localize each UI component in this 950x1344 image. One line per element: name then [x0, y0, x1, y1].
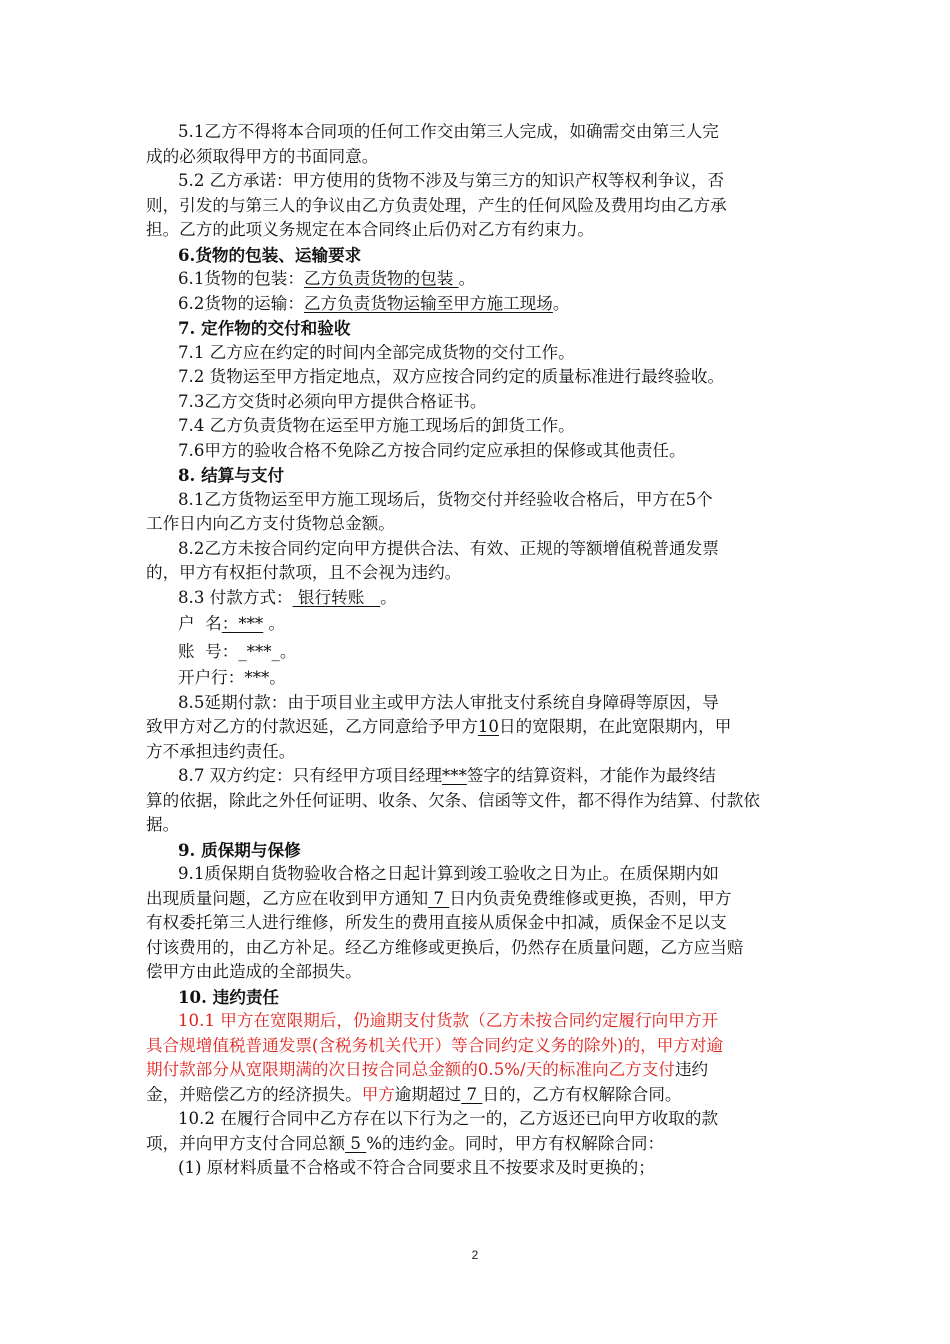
bank-name: 开户行：***。	[178, 668, 286, 687]
contract-body	[146, 120, 814, 1181]
transport-value: 乙方负责货物运输至甲方施工现场	[303, 293, 553, 313]
clause-7-2: 7.2 货物运至甲方指定地点，双方应按合同约定的质量标准进行最终验收。	[178, 367, 725, 386]
clause-5-2-line-3: 担。乙方的此项义务规定在本合同终止后仍对乙方有约束力。	[146, 220, 595, 239]
clause-8-3: 8.3 付款方式： 银行转账 。	[178, 587, 397, 607]
grace-days-value: 10	[477, 717, 499, 736]
project-manager-value: ***	[441, 766, 467, 785]
page-number: 2	[471, 1248, 479, 1262]
clause-8-5-line-1: 8.5延期付款：由于项目业主或甲方法人审批支付系统自身障碍等原因，导	[178, 692, 719, 712]
clause-9-1-line-1: 9.1质保期自货物验收合格之日起计算到竣工验收之日为止。在质保期内如	[178, 864, 719, 883]
section-7-heading: 7. 定作物的交付和验收	[178, 318, 351, 338]
section-10-heading: 10. 违约责任	[178, 986, 280, 1007]
clause-7-6: 7.6甲方的验收合格不免除乙方按合同约定应承担的保修或其他责任。	[178, 440, 686, 460]
clause-8-1-line-1: 8.1乙方货物运至甲方施工现场后，货物交付并经验收合格后，甲方在5个	[178, 489, 713, 509]
clause-9-1-line-5: 偿甲方由此造成的全部损失。	[146, 962, 362, 981]
clause-9-1-line-2: 出现质量问题，乙方应在收到甲方通知 7 日内负责免费维修或更换，否则，甲方	[146, 888, 732, 908]
clause-7-4: 7.4 乙方负责货物在运至甲方施工现场后的卸货工作。	[178, 416, 575, 435]
clause-10-2-item-1: (1) 原材料质量不合格或不符合合同要求且不按要求及时更换的；	[178, 1158, 655, 1177]
clause-6-1: 6.1货物的包装：乙方负责货物的包装 。	[178, 269, 476, 288]
account-number-value: _***_	[238, 642, 280, 661]
clause-10-1-line-2: 具合规增值税普通发票(含税务机关代开）等合同约定义务的除外)的，甲方对逾	[146, 1035, 724, 1055]
clause-10-2-line-1: 10.2 在履行合同中乙方存在以下行为之一的，乙方返还已向甲方收取的款	[178, 1109, 719, 1128]
repair-days-value: 7	[428, 888, 450, 908]
overdue-days-value: 7	[461, 1084, 483, 1104]
section-9-heading: 9. 质保期与保修	[178, 839, 301, 860]
clause-10-1-line-4: 金，并赔偿乙方的经济损失。甲方逾期超过 7 日的，乙方有权解除合同。	[146, 1084, 682, 1104]
clause-5-2-line-2: 则，引发的与第三人的争议由乙方负责处理，产生的任何风险及费用均由乙方承	[146, 195, 727, 215]
clause-8-5-line-3: 方不承担违约责任。	[146, 741, 296, 761]
clause-10-2-line-2: 项，并向甲方支付合同总额 5 %的违约金。同时，甲方有权解除合同：	[146, 1133, 665, 1153]
penalty-percent-value: 5	[345, 1133, 367, 1153]
clause-10-1-line-1: 10.1 甲方在宽限期后，仍逾期支付货款（乙方未按合同约定履行向甲方开	[178, 1011, 719, 1030]
clause-7-1: 7.1 乙方应在约定的时间内全部完成货物的交付工作。	[178, 342, 575, 362]
clause-10-1-line-3: 期付款部分从宽限期满的次日按合同总金额的0.5%/天的标准向乙方支付违约	[146, 1060, 709, 1079]
clause-5-2-line-1: 5.2 乙方承诺：甲方使用的货物不涉及与第三方的知识产权等权利争议，否	[178, 171, 725, 190]
clause-8-7-line-2: 算的依据，除此之外任何证明、收条、欠条、信函等文件，都不得作为结算、付款依	[146, 790, 760, 810]
clause-9-1-line-4: 付该费用的，由乙方补足。经乙方维修或更换后，仍然存在质量问题，乙方应当赔	[146, 937, 744, 957]
clause-8-5-line-2: 致甲方对乙方的付款迟延，乙方同意给予甲方10日的宽限期，在此宽限期内，甲	[146, 717, 732, 736]
packaging-value: 乙方负责货物的包装	[303, 269, 459, 288]
account-name: 户 名：*** 。	[178, 614, 286, 633]
clause-8-2-line-1: 8.2乙方未按合同约定向甲方提供合法、有效、正规的等额增值税普通发票	[178, 538, 719, 558]
clause-8-1-line-2: 工作日内向乙方支付货物总金额。	[146, 514, 395, 533]
clause-8-7-line-1: 8.7 双方约定：只有经甲方项目经理***签字的结算资料，才能作为最终结	[178, 766, 716, 785]
account-number: 账 号：_***_。	[178, 642, 297, 661]
clause-7-3: 7.3乙方交货时必须向甲方提供合格证书。	[178, 391, 487, 411]
payment-method-value: 银行转账	[292, 587, 381, 607]
clause-5-1-line-2: 成的必须取得甲方的书面同意。	[146, 146, 379, 166]
clause-8-7-line-3: 据。	[146, 815, 180, 834]
account-name-value: ：***	[221, 614, 264, 633]
section-8-heading: 8. 结算与支付	[178, 465, 285, 485]
clause-6-2: 6.2货物的运输：乙方负责货物运输至甲方施工现场。	[178, 293, 570, 313]
clause-9-1-line-3: 有权委托第三人进行维修，所发生的费用直接从质保金中扣减，质保金不足以支	[146, 913, 727, 932]
clause-5-1-line-1: 5.1乙方不得将本合同项的任何工作交由第三人完成，如确需交由第三人完	[178, 122, 719, 141]
clause-8-2-line-2: 的，甲方有权拒付款项，且不会视为违约。	[146, 563, 462, 582]
section-6-heading: 6.货物的包装、运输要求	[178, 244, 362, 265]
